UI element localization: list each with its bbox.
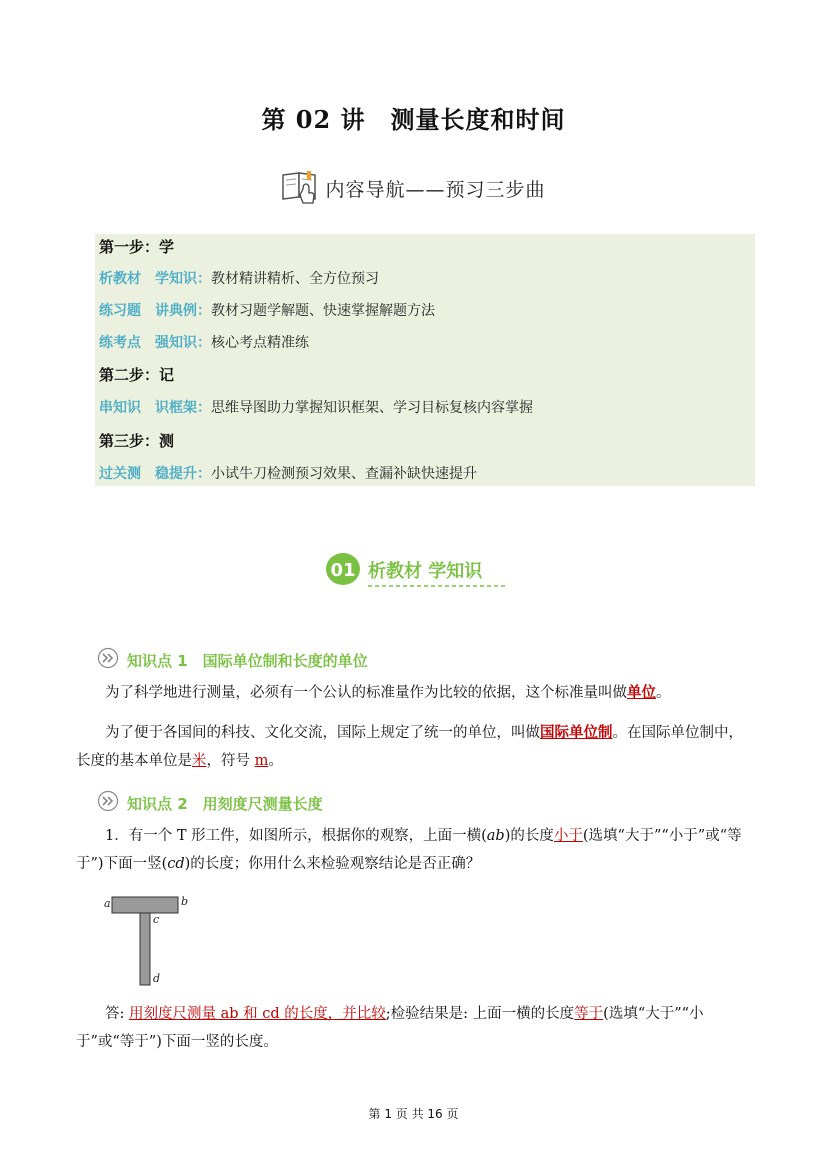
step-item (99, 268, 379, 288)
answer-symbol: m (254, 753, 269, 769)
step-item-label: 析教材 学知识： (99, 271, 211, 287)
question-text-a: 1．有一个 T 形工件，如图所示，根据你的观察，上面一横( (105, 828, 487, 844)
kp1-title: 知识点 1 国际单位制和长度的单位 (127, 651, 368, 670)
kp1-p2-text: 为了便于各国间的科技、文化交流，国际上规定了统一的单位，叫做 (105, 725, 540, 741)
page-footer: 第 1 页 共 16 页 (368, 1107, 459, 1121)
kp2-heading (97, 792, 323, 814)
step-heading (99, 236, 174, 257)
step-heading-text: 第一步：学 (99, 238, 175, 256)
kp1-paragraph-1 (76, 679, 756, 707)
step-item-desc: 教材习题学解题、快速掌握解题方法 (211, 303, 435, 319)
kp2-title: 知识点 2 用刻度尺测量长度 (127, 794, 323, 813)
t-shape-figure (100, 893, 196, 989)
step-item-desc: 核心考点精准练 (211, 335, 309, 351)
label-b: b (181, 895, 189, 908)
step-item-label: 练考点 强知识： (99, 335, 211, 351)
kp1-paragraph-2 (76, 719, 756, 775)
step-heading-text: 第三步：测 (99, 432, 175, 450)
kp1-heading (97, 649, 368, 671)
kp1-p1-end: 。 (656, 685, 671, 701)
step-item-label: 串知识 识框架： (99, 400, 211, 416)
kp2-answer (76, 1000, 756, 1056)
question-cd: cd (167, 856, 185, 872)
step-item-desc: 思维导图助力掌握知识框架、学习目标复核内容掌握 (211, 400, 533, 416)
answer-meter: 米 (192, 753, 207, 769)
answer-less-than: 小于 (553, 828, 583, 844)
step-item-label: 练习题 讲典例： (99, 303, 211, 319)
step-heading (99, 430, 174, 451)
step-heading (99, 364, 174, 385)
kp1-p2-text-c: ，符号 (206, 753, 255, 769)
question-text-c: (选填“大于”“小于”或“等于”)下面一竖( (76, 828, 742, 872)
answer-text-c: (选填“大于”“小于”或“等于”)下面一竖的长度。 (76, 1006, 704, 1050)
nav-banner-text: 内容导航——预习三步曲 (325, 178, 546, 201)
answer-equal: 等于 (574, 1006, 604, 1022)
steps-box (95, 234, 755, 486)
step-item-desc: 教材精讲精析、全方位预习 (211, 271, 379, 287)
question-ab: ab (486, 828, 505, 844)
answer-si: 国际单位制 (540, 724, 613, 741)
label-a: a (104, 897, 111, 910)
label-d: d (153, 972, 161, 985)
step-item (99, 397, 533, 417)
step-item (99, 463, 477, 483)
question-text-d: )的长度；你用什么来检验观察结论是否正确？ (184, 856, 481, 872)
kp1-p1-text: 为了科学地进行测量，必须有一个公认的标准量作为比较的依据，这个标准量叫做 (105, 685, 627, 701)
section-badge-text: 析教材 学知识 (368, 561, 483, 582)
step-item-label: 过关测 稳提升： (99, 466, 211, 482)
question-text-b: )的长度 (504, 828, 554, 844)
step-heading-text: 第二步：记 (99, 366, 175, 384)
answer-text-b: ;检验结果是: 上面一横的长度 (385, 1006, 575, 1022)
step-item (99, 300, 435, 320)
kp1-p2-end: 。 (268, 753, 283, 769)
answer-prefix: 答: (105, 1006, 129, 1022)
chevron-circle-icon (97, 647, 119, 673)
nav-banner (0, 168, 827, 208)
page-title: 第 02 讲 测量长度和时间 (261, 105, 566, 134)
answer-unit: 单位 (627, 684, 656, 701)
answer-method: 用刻度尺测量 ab 和 cd 的长度，并比较 (129, 1006, 386, 1022)
kp1-p2-text-b: 。在国际单位制中，长度的基本单位是 (76, 725, 743, 769)
step-item-desc: 小试牛刀检测预习效果、查漏补缺快速提升 (211, 466, 477, 482)
step-item (99, 332, 309, 352)
label-c: c (153, 913, 160, 926)
kp2-question (76, 822, 756, 878)
chevron-circle-icon (97, 790, 119, 816)
book-icon (281, 167, 321, 209)
section-badge (324, 550, 514, 590)
section-badge-number: 01 (330, 560, 356, 581)
